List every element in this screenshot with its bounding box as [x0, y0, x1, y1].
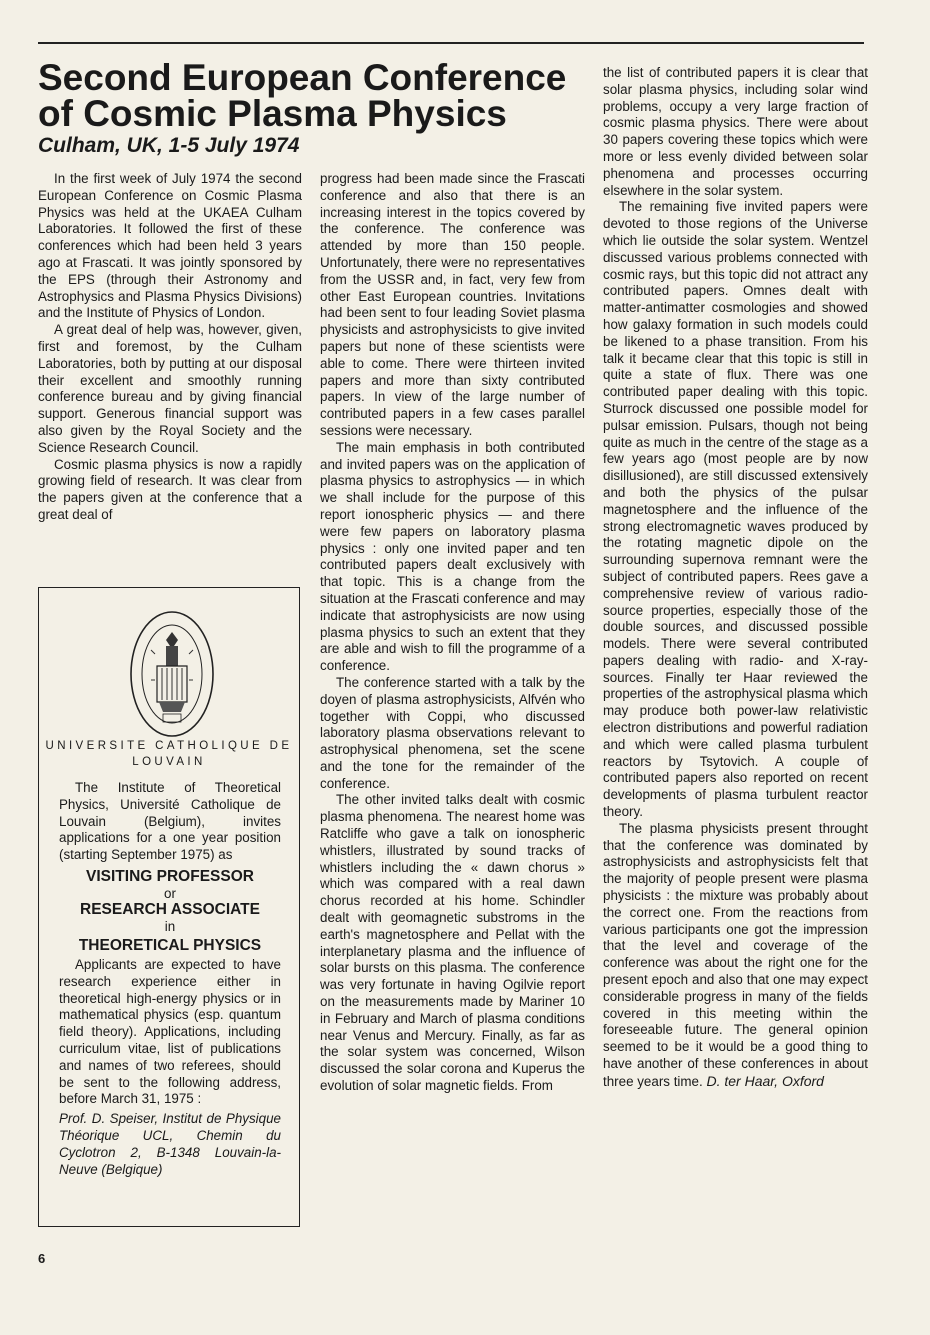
advert-intro: The Institute of Theoretical Physics, Université Catholique de Louvain (Belgium), invites applications for a one year position (starting September 1975) as	[59, 780, 281, 863]
paragraph: The main emphasis in both contributed and invited papers was on the application of plasma physics to astrophysics — in which we shall include for the purpose of this report ionospheric physics — and there were few papers on laboratory plasma physics : only one invited paper and ten contributed papers dealt exclusively with that topic. This is a change from the situation at the Frascati conference and may indicate that astrophysicists are now using plasma physics to such an extent that they are able and wish to fill the programme of a conference.	[320, 439, 585, 674]
university-name: UNIVERSITE CATHOLIQUE DE LOUVAIN	[45, 740, 293, 768]
paragraph: The conference started with a talk by the doyen of plasma astrophysicists, Alfvén who together with Coppi, who discussed laboratory plasma observations relevant to astrophysical phenomena, set the scene and the tone for the remainder of the conference.	[320, 674, 585, 791]
job-advertisement	[38, 587, 300, 1227]
article-subtitle: Culham, UK, 1-5 July 1974	[38, 134, 300, 157]
paragraph: A great deal of help was, however, given, first and foremost, by the Culham Laboratories, both by putting at our disposal their excellent and smoothly running conference bureau and by giving financial support. Generous financial support was also given by the Royal Society and the Science Research Council.	[38, 322, 302, 455]
paragraph: the list of contributed papers it is clear that solar plasma physics, including solar wind problems, occupy a very large fraction of cosmic plasma physics. There were about 30 papers covering these topics which were more or less evenly divided between solar phenomena and processes occurring elsewhere in the solar system.	[603, 65, 868, 198]
paragraph-text: The plasma physicists present throught that the conference was dominated by astrophysicists and astrophysicists felt that the majority of people present were plasma physicists : the mixture was probably about the correct one. From the reactions from various participants one got the impression that the level and coverage of the conference was about the right one for the present epoch and also that one may expect considerable progress in many of the fields covered in this meeting within the foreseeable future. The general opinion seemed to be it would be a good thing to have another of these conferences in about three years time.	[603, 820, 868, 1089]
connector-in: in	[164, 919, 176, 935]
position-title-1: VISITING PROFESSOR	[86, 867, 254, 885]
connector-or: or	[164, 885, 176, 901]
paragraph: The other invited talks dealt with cosmic plasma phenomena. The nearest home was Ratcliffe who gave a talk on ionospheric whistlers, illustrated by sound tracks of whistlers including the « dawn chorus » which was compared with a real dawn chorus recorded at his home. Schindler dealt with geomagnetic substroms in the earth's magnetosphere and Pellat with the interplanetary plasma and the influence of solar bursts on this plasma. The conference was very fortunate in having Ogilvie report on the measurements made by Mariner 10 in February and March of plasma conditions near Venus and Mercury. Finally, as far as the solar system was concerned, Wilson discussed the solar corona and Kuperus the evolution of solar magnetic fields. From	[320, 792, 585, 1094]
paragraph	[603, 821, 868, 1091]
author-signature: D. ter Haar, Oxford	[706, 1072, 824, 1089]
paragraph: progress had been made since the Frascati conference and also that there is an increasing interest in the topics covered by the conference. The conference was attended by more than 150 people. Unfortunately, there were no representatives from the USSR and, in fact, very few from other East European countries. Invitations had been sent to four leading Soviet plasma physicists and astrophysicists to give invited papers but none of these scientists were able to come. There were thirteen invited papers and more than sixty contributed papers. In view of the large number of contributed papers in a few cases parallel sessions were necessary.	[320, 171, 585, 438]
advert-body	[59, 780, 281, 1178]
paragraph: Cosmic plasma physics is now a rapidly growing field of research. It was clear from the papers given at the conference that a great deal of	[38, 456, 302, 522]
university-seal-icon	[129, 610, 215, 738]
advert-requirements: Applicants are expected to have research experience either in theoretical high-energy physics or in mathematical physics (esp. quantum field theory). Applications, including curriculum vitae, list of publications and names of two referees, should be sent to the following address, before March 31, 1975 :	[59, 956, 281, 1107]
field-title: THEORETICAL PHYSICS	[78, 936, 262, 954]
article-column-2	[320, 171, 585, 1095]
paragraph: In the first week of July 1974 the second European Conference on Cosmic Plasma Physics was held at the UKAEA Culham Laboratories. It followed the first of these conferences which had been held 3 years ago at Frascati. It was jointly sponsored by the EPS (through their Astronomy and Astrophysics and Plasma Physics Divisions) and the Institute of Physics of London.	[38, 171, 302, 321]
page-number: 6	[38, 1251, 46, 1266]
paragraph: The remaining five invited papers were devoted to those regions of the Universe which lie outside the solar system. Wentzel discussed various problems connected with cosmic rays, but this topic did not attract any contributed papers. Omnes dealt with matter-antimatter cosmologies and showed how galaxy formation in such models could be likened to a phase transition. From his talk it became clear that this topic is still in quite a state of flux. There was one contributed paper dealing with this topic. Sturrock discussed one possible model for pulsar emission. Pulsars, though not being quite as much in the centre of the stage as a few years ago (most people are by now disillusioned), are still discussed extensively and both the physics of the pulsar magnetosphere and the influence of the strong electromagnetic waves produced by the rotating magnetic dipole on the surrounding supernova remnant were the subject of contributed papers. Rees gave a comprehensive review of various radio-source properties, especially those of the double sources, and discussed possible models. There were several contributed papers dealing with radio- and X-ray-sources. Finally ter Haar reviewed the properties of the astrophysical plasma which may produce both power-law relativistic electron distributions and powerful radiation and which were called plasma turbulent reactors by Tsytovich. A couple of contributed papers also reported on recent developments of plasma turbulent reactor theory.	[603, 199, 868, 820]
article-title: Second European Conference of Cosmic Plasma Physics	[38, 57, 567, 134]
article-column-1	[38, 171, 302, 524]
position-title-2: RESEARCH ASSOCIATE	[80, 901, 260, 919]
article-column-3	[603, 65, 868, 1091]
contact-address: Prof. D. Speiser, Institut de Physique Théorique UCL, Chemin du Cyclotron 2, B-1348 Louvain-la-Neuve (Belgique)	[59, 1111, 281, 1177]
top-rule	[38, 42, 864, 44]
